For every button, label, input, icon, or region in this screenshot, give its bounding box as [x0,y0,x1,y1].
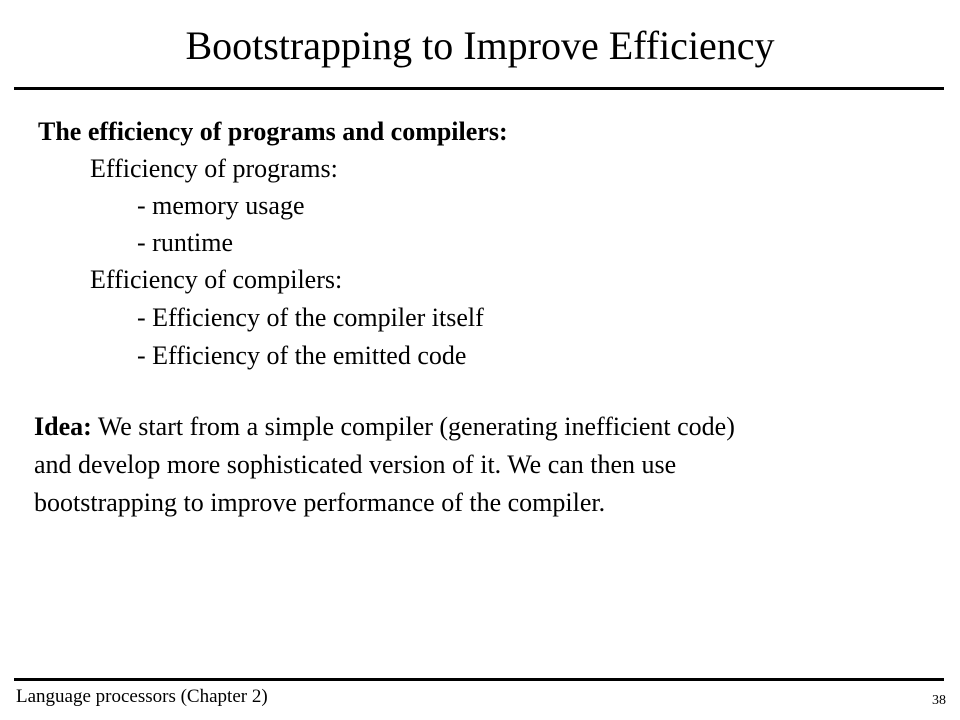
compilers-efficiency-label: Efficiency of compilers: [90,265,343,294]
idea-line [34,408,934,446]
slide-title: Bootstrapping to Improve Efficiency [185,23,775,68]
list-item: - runtime [137,228,234,257]
footer-divider [14,678,944,681]
list-item: - Efficiency of the compiler itself [137,303,484,332]
list-item: - Efficiency of the emitted code [137,341,467,370]
idea-paragraph [34,408,934,522]
footer-text: Language processors (Chapter 2) [16,686,268,707]
idea-label: Idea: [34,412,92,441]
title-divider [14,87,944,90]
idea-line: bootstrapping to improve performance of the compiler. [34,488,606,517]
section-heading: The efficiency of programs and compilers: [38,117,508,146]
page-number: 38 [932,693,946,708]
idea-text: We start from a simple compiler (generating inefficient code) [97,412,735,441]
list-item: - memory usage [137,191,305,220]
programs-efficiency-label: Efficiency of programs: [90,154,338,183]
idea-line: and develop more sophisticated version of it. We can then use [34,450,677,479]
